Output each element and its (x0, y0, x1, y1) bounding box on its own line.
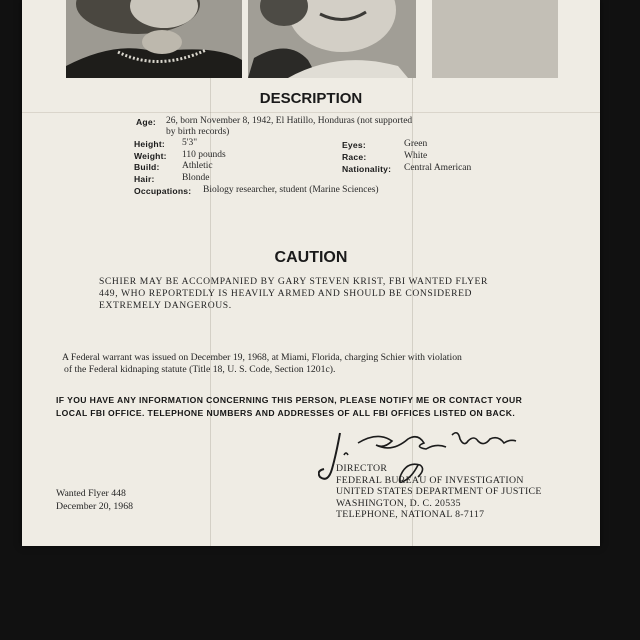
age-label: Age: (136, 117, 156, 127)
department-name: UNITED STATES DEPARTMENT OF JUSTICE (336, 486, 542, 497)
notify-line: LOCAL FBI OFFICE. TELEPHONE NUMBERS AND ADDRESSES OF ALL FBI OFFICES LISTED ON BACK. (56, 408, 516, 418)
weight-label: Weight: (134, 151, 167, 161)
notify-instructions (56, 394, 584, 420)
warrant-line: of the Federal kidnaping statute (Title 18, U. S. Code, Section 1201c). (64, 364, 336, 375)
caution-line: SCHIER MAY BE ACCOMPANIED BY GARY STEVEN KRIST, FBI WANTED FLYER (99, 276, 488, 287)
flyer-date: December 20, 1968 (56, 501, 133, 512)
warrant-paragraph (62, 352, 572, 376)
suspect-photo-left (66, 0, 242, 78)
wanted-flyer-page (22, 0, 600, 546)
caution-line: EXTREMELY DANGEROUS. (99, 300, 232, 311)
flyer-number: Wanted Flyer 448 (56, 488, 126, 499)
director-address-block (336, 463, 596, 521)
director-title: DIRECTOR (336, 463, 388, 474)
race-value: White (404, 151, 428, 161)
fold-line (22, 112, 600, 113)
telephone-line: TELEPHONE, NATIONAL 8-7117 (336, 509, 485, 520)
age-value: 26, born November 8, 1942, El Hatillo, Honduras (not supported (166, 116, 413, 126)
weight-value: 110 pounds (182, 150, 226, 160)
nationality-value: Central American (404, 163, 472, 173)
suspect-photo-right (432, 0, 558, 78)
age-value-continued: by birth records) (166, 127, 230, 137)
occupations-label: Occupations: (134, 186, 192, 196)
build-value: Athletic (182, 161, 213, 171)
occupations-value: Biology researcher, student (Marine Sciences) (203, 185, 379, 195)
warrant-line: A Federal warrant was issued on December 19, 1968, at Miami, Florida, charging Schier with violation (62, 352, 462, 363)
notify-line: IF YOU HAVE ANY INFORMATION CONCERNING THIS PERSON, PLEASE NOTIFY ME OR CONTACT YOUR (56, 395, 523, 405)
description-heading: DESCRIPTION (259, 90, 363, 107)
caution-text (99, 276, 551, 312)
caution-line: 449, WHO REPORTEDLY IS HEAVILY ARMED AND SHOULD BE CONSIDERED (99, 288, 473, 299)
race-label: Race: (342, 152, 367, 162)
build-label: Build: (134, 162, 160, 172)
address-line: WASHINGTON, D. C. 20535 (336, 497, 461, 509)
flyer-info (56, 487, 133, 513)
eyes-value: Green (404, 139, 428, 149)
nationality-label: Nationality: (342, 164, 392, 174)
fold-line (210, 0, 211, 546)
eyes-label: Eyes: (342, 140, 366, 150)
height-label: Height: (134, 139, 165, 149)
agency-name: FEDERAL BUREAU OF INVESTIGATION (336, 474, 524, 486)
suspect-photo-center (248, 0, 416, 78)
hair-value: Blonde (182, 173, 210, 183)
hair-label: Hair: (134, 174, 155, 184)
caution-heading: CAUTION (274, 249, 348, 266)
height-value: 5'3" (182, 138, 198, 148)
